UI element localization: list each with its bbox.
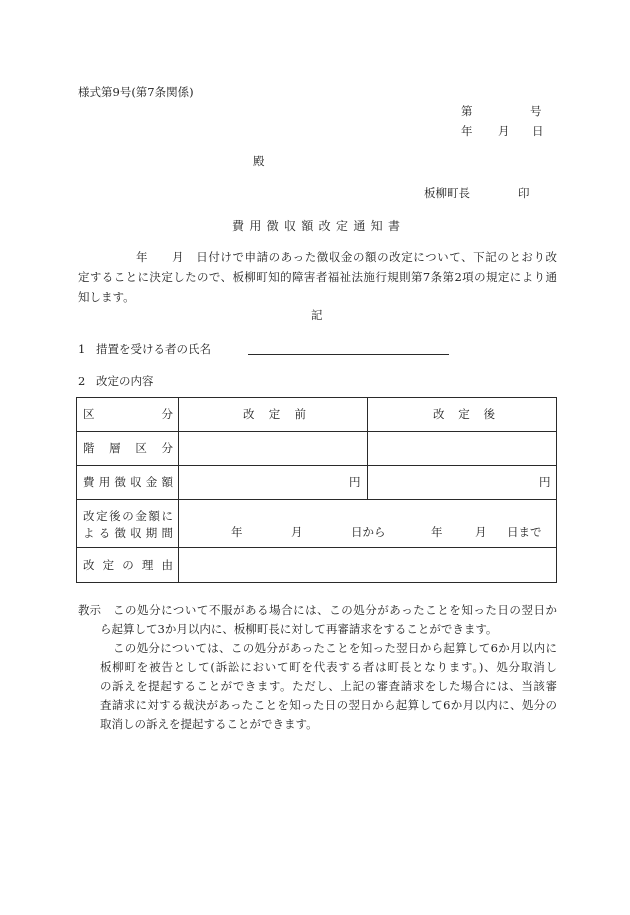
table-row-divider — [76, 499, 557, 500]
notice-line-1: この処分について不服がある場合には、この処分があったことを知った日の翌日か — [113, 603, 557, 617]
form-number: 様式第9号(第7条関係) — [78, 85, 194, 99]
notice-line-4: 板柳町を被告として(訴訟において町を代表する者は町長となります。)、処分取消し — [100, 660, 557, 674]
body-line-3: 知します。 — [78, 290, 135, 304]
item-2-number: 2 — [78, 374, 86, 388]
period-to-month: 月 — [475, 525, 487, 539]
table-header-category: 区分 — [83, 407, 173, 421]
ki-heading: 記 — [311, 308, 323, 322]
date-day: 日 — [532, 124, 544, 138]
item-2-label: 改定の内容 — [96, 374, 154, 388]
item-1-number: 1 — [78, 342, 86, 356]
table-row-divider — [76, 547, 557, 548]
document-number-prefix: 第 — [461, 104, 473, 118]
amount-before-unit: 円 — [349, 475, 361, 489]
date-month: 月 — [498, 124, 510, 138]
table-row-bracket-label: 階層区分 — [83, 441, 173, 455]
notice-line-3: この処分については、この処分があったことを知った翌日から起算して6か月以内に — [113, 641, 557, 655]
table-row-divider — [76, 465, 557, 466]
notice-line-7: 取消しの訴えを提起することができます。 — [100, 717, 318, 731]
notice-label: 教示 — [78, 603, 101, 617]
issuer-seal: 印 — [518, 186, 530, 200]
table-header-after: 改定後 — [433, 407, 495, 421]
name-blank-line — [248, 354, 449, 355]
table-row-period-label-line-1: 改定後の金額に — [83, 509, 173, 523]
period-from-year: 年 — [231, 525, 243, 539]
table-column-divider — [178, 397, 179, 583]
date-year: 年 — [461, 124, 473, 138]
addressee-honorific: 殿 — [253, 154, 265, 168]
notice-line-6: 査請求に対する裁決があったことを知った日の翌日から起算して6か月以内に、処分の — [100, 698, 557, 712]
table-header-before: 改定前 — [243, 407, 306, 421]
period-from-day: 日から — [351, 525, 386, 539]
amount-after-unit: 円 — [539, 475, 551, 489]
table-row-divider — [76, 431, 557, 432]
period-from-month: 月 — [291, 525, 303, 539]
body-line-1: 年 月 日付けで申請のあった徴収金の額の改定について、下記のとおり改 — [136, 250, 557, 264]
table-row-amount-label: 費用徴収金額 — [83, 475, 173, 489]
document-number-suffix: 号 — [530, 104, 542, 118]
issuer-title: 板柳町長 — [424, 186, 470, 200]
table-row-reason-label: 改定の理由 — [83, 558, 173, 572]
item-1-label: 措置を受ける者の氏名 — [96, 342, 211, 356]
notice-line-5: の訴えを提起することができます。ただし、上記の審査請求をした場合には、当該審 — [100, 679, 557, 693]
body-line-2: 定することに決定したので、板柳町知的障害者福祉法施行規則第7条第2項の規定により通 — [78, 270, 557, 284]
period-to-day: 日まで — [507, 525, 542, 539]
notice-line-2: ら起算して3か月以内に、板柳町長に対して再審請求をすることができます。 — [100, 622, 498, 636]
table-column-divider — [367, 397, 368, 499]
period-to-year: 年 — [431, 525, 443, 539]
table-row-period-label-line-2: よる徴収期間 — [83, 526, 173, 540]
revision-table — [76, 397, 557, 583]
document-title: 費用徴収額改定通知書 — [232, 219, 400, 233]
